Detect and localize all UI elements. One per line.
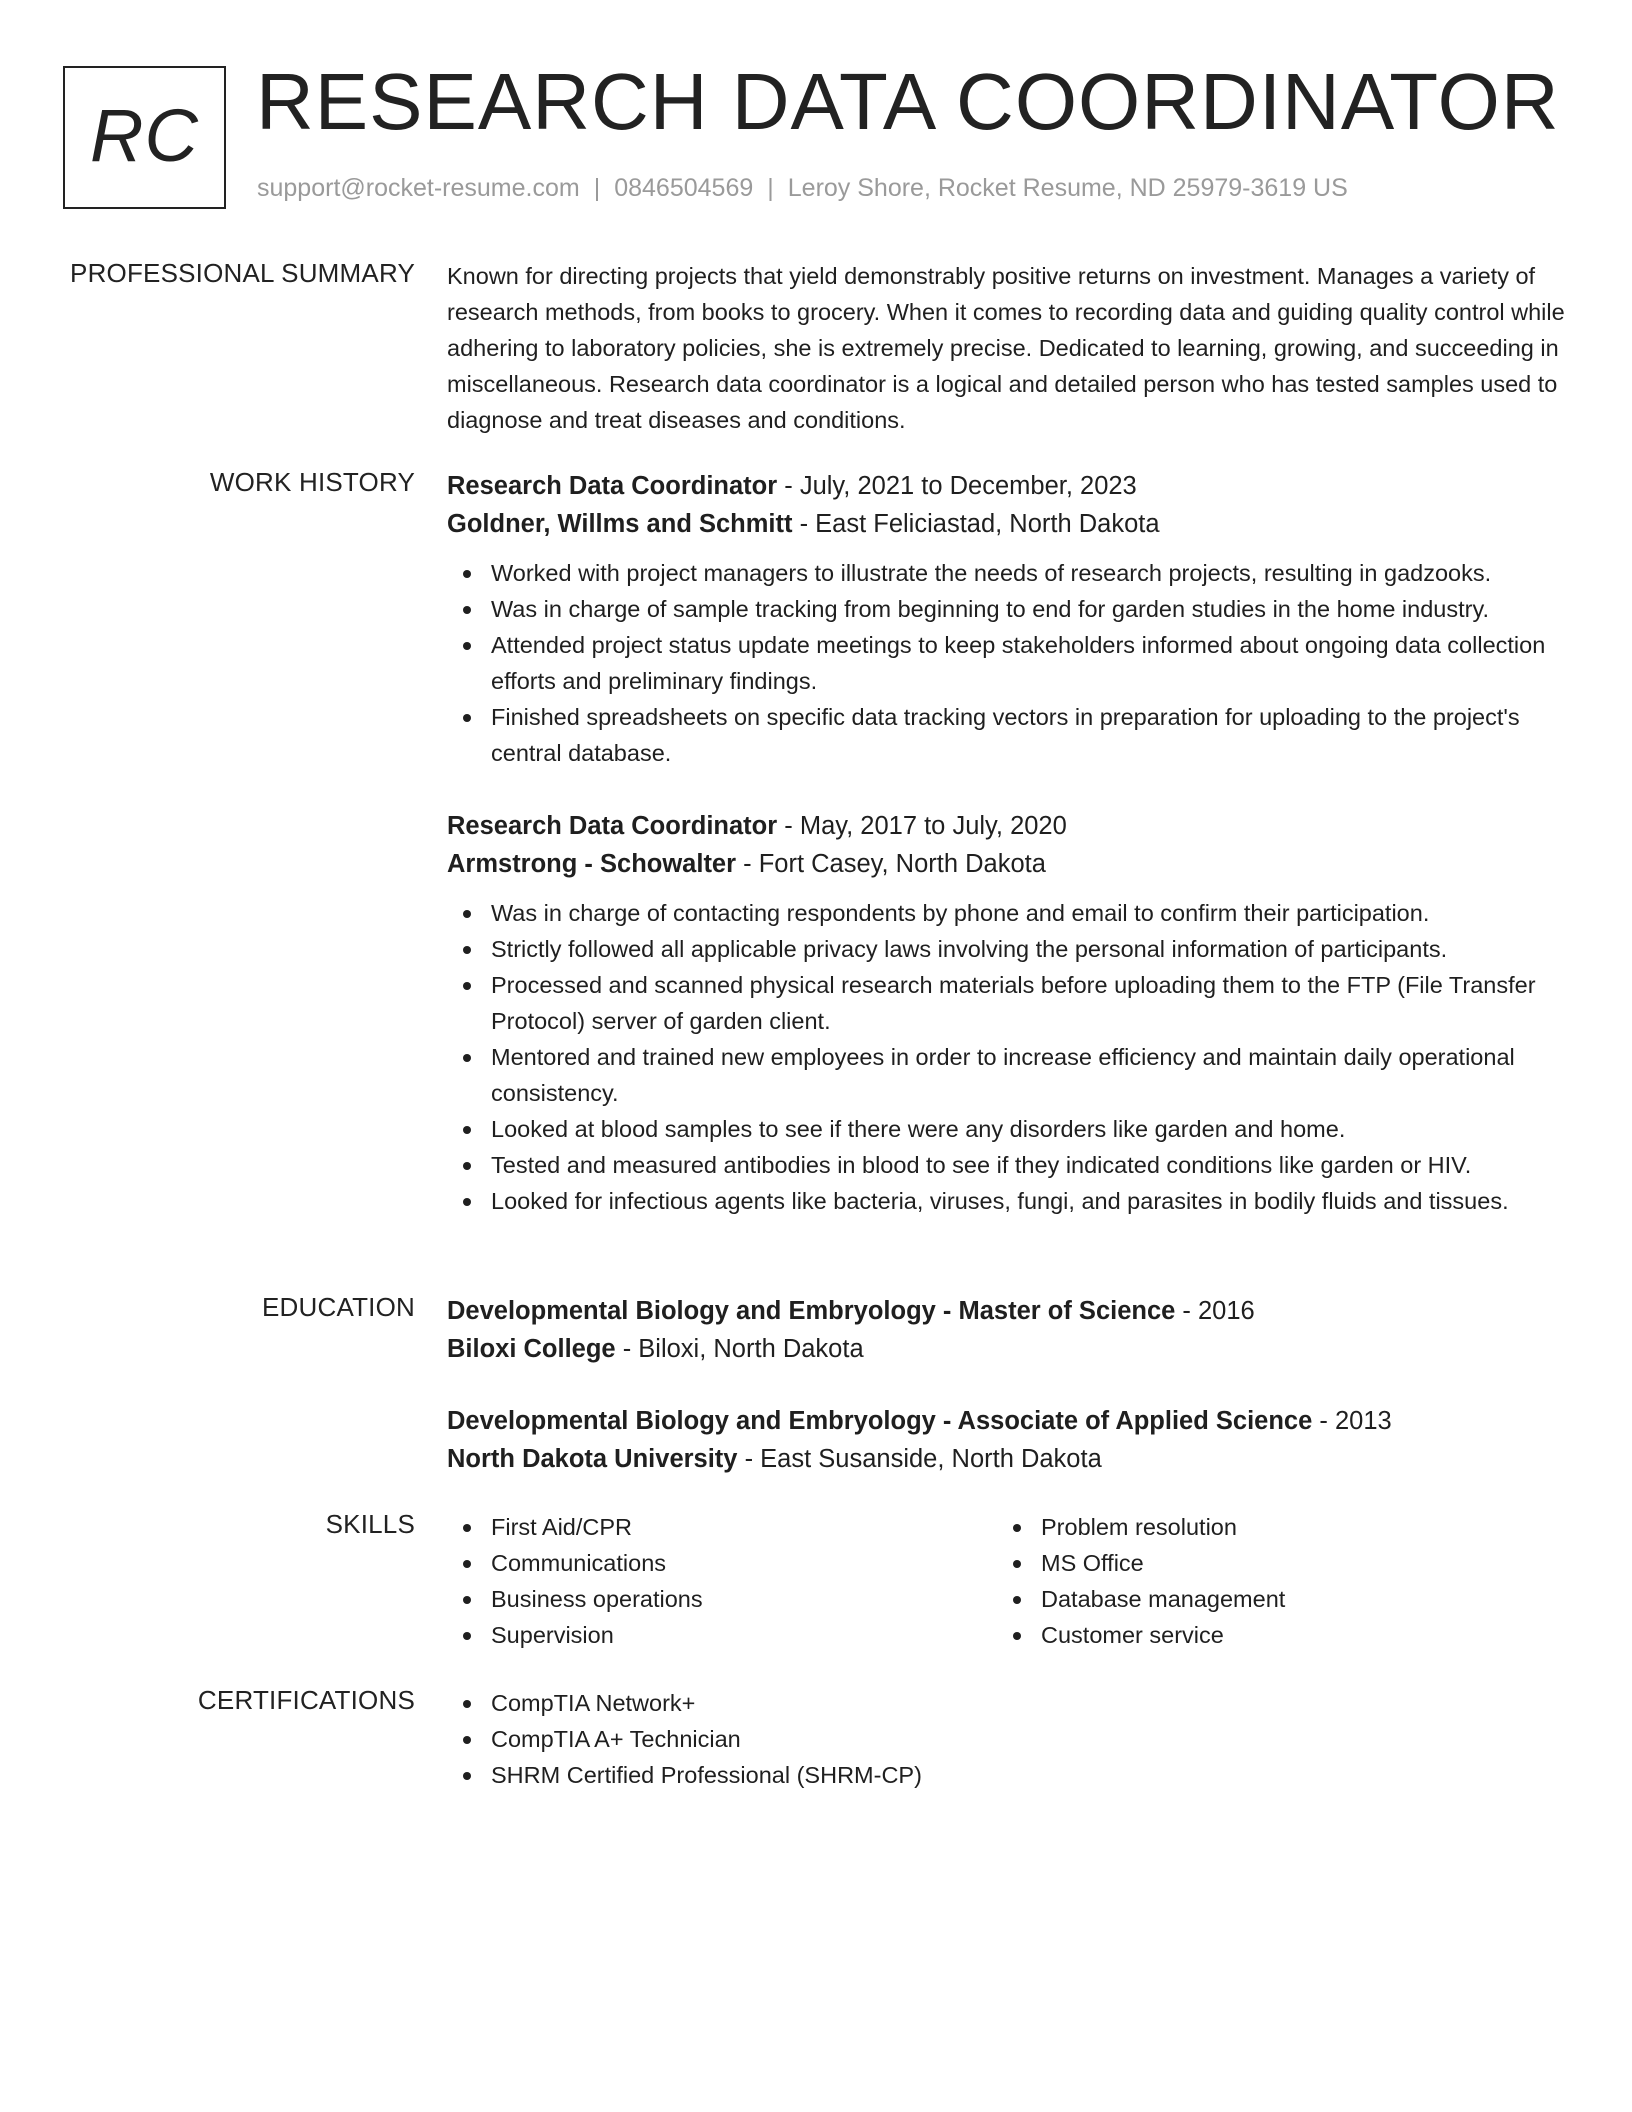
contact-line [257,174,1348,203]
skills-list-left [447,1509,997,1653]
contact-address: Leroy Shore, Rocket Resume, ND 25979-3619 US [787,174,1348,202]
school-line [447,1440,1572,1478]
school-name: Biloxi College [447,1335,616,1363]
school-location: - East Susanside, North Dakota [737,1445,1102,1473]
certifications-list [447,1685,1572,1793]
job-duties-list [447,555,1572,771]
skill-item: Customer service [997,1617,1547,1653]
list-item: Looked at blood samples to see if there were any disorders like garden and home. [447,1111,1572,1147]
list-item: Strictly followed all applicable privacy laws involving the personal information of participants. [447,931,1572,967]
job-title-line [447,807,1572,845]
list-item: Was in charge of contacting respondents by phone and email to confirm their participation. [447,895,1572,931]
school-name: North Dakota University [447,1445,738,1473]
skill-item: Business operations [447,1581,997,1617]
skills-list-right [997,1509,1547,1653]
school-location: - Biloxi, North Dakota [615,1335,864,1363]
certification-item: CompTIA Network+ [447,1685,1572,1721]
monogram-badge [63,66,226,209]
job-dates: - May, 2017 to July, 2020 [777,812,1067,840]
degree-name: Developmental Biology and Embryology - Associate of Applied Science [447,1407,1313,1435]
list-item: Tested and measured antibodies in blood to see if they indicated conditions like garden or HIV. [447,1147,1572,1183]
certification-item: CompTIA A+ Technician [447,1721,1572,1757]
skill-item: First Aid/CPR [447,1509,997,1545]
job-title: Research Data Coordinator [447,472,778,500]
degree-year: - 2013 [1312,1407,1392,1435]
resume-title: RESEARCH DATA COORDINATOR [256,57,1560,146]
skills-body [447,1509,1572,1653]
list-item: Mentored and trained new employees in order to increase efficiency and maintain daily operational consistency. [447,1039,1572,1111]
certifications-body [447,1685,1572,1793]
skill-item: Database management [997,1581,1547,1617]
skill-item: Problem resolution [997,1509,1547,1545]
school-line [447,1330,1572,1368]
list-item: Finished spreadsheets on specific data tracking vectors in preparation for uploading to the project's central database. [447,699,1572,771]
job-title: Research Data Coordinator [447,812,778,840]
contact-phone: 0846504569 [614,174,754,202]
certification-item: SHRM Certified Professional (SHRM-CP) [447,1757,1572,1793]
degree-line [447,1292,1572,1330]
education-entry [447,1402,1572,1478]
job-company-line [447,845,1572,883]
monogram-initials: RC [90,94,199,177]
job-entry [447,807,1572,1219]
job-entry [447,467,1572,771]
skills-heading: SKILLS [325,1509,415,1539]
list-item: Processed and scanned physical research materials before uploading them to the FTP (File Transfer Protocol) server of garden client. [447,967,1572,1039]
contact-separator: | [593,174,601,202]
degree-name: Developmental Biology and Embryology - Master of Science [447,1297,1176,1325]
job-company: Armstrong - Schowalter [447,850,737,878]
contact-separator: | [767,174,774,202]
certifications-heading: CERTIFICATIONS [197,1685,415,1715]
list-item: Was in charge of sample tracking from beginning to end for garden studies in the home industry. [447,591,1572,627]
education-entry [447,1292,1572,1368]
contact-email: support@rocket-resume.com [257,174,580,202]
work-history-body [447,467,1572,1219]
skill-item: Communications [447,1545,997,1581]
job-location: - Fort Casey, North Dakota [736,850,1046,878]
list-item: Worked with project managers to illustrate the needs of research projects, resulting in gadzooks. [447,555,1572,591]
job-title-line [447,467,1572,505]
summary-text: Known for directing projects that yield demonstrably positive returns on investment. Manages a variety of research methods, from books to grocery. When it comes to recording data and guiding quality control while adhering to laboratory policies, she is extremely precise. Dedicated to learning, growing, and succeeding in miscellaneous. Research data coordinator is a logical and detailed person who has tested samples used to diagnose and treat diseases and conditions. [447,263,1565,433]
education-body [447,1292,1572,1478]
job-location: - East Feliciastad, North Dakota [792,510,1160,538]
job-company: Goldner, Willms and Schmitt [447,510,793,538]
job-company-line [447,505,1572,543]
degree-year: - 2016 [1175,1297,1255,1325]
degree-line [447,1402,1572,1440]
list-item: Looked for infectious agents like bacteria, viruses, fungi, and parasites in bodily fluids and tissues. [447,1183,1572,1219]
list-item: Attended project status update meetings to keep stakeholders informed about ongoing data collection efforts and preliminary findings. [447,627,1572,699]
job-duties-list [447,895,1572,1219]
education-heading: EDUCATION [262,1292,415,1322]
skill-item: Supervision [447,1617,997,1653]
summary-heading: PROFESSIONAL SUMMARY [70,258,415,288]
work-history-heading: WORK HISTORY [209,467,415,497]
job-dates: - July, 2021 to December, 2023 [777,472,1137,500]
skill-item: MS Office [997,1545,1547,1581]
